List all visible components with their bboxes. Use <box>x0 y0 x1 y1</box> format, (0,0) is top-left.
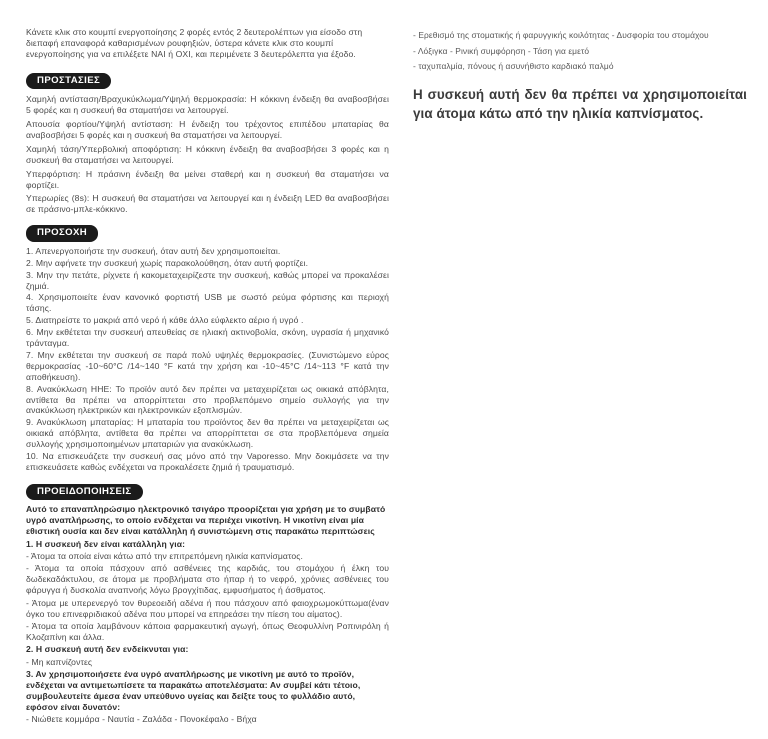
protection-item: Χαμηλή αντίσταση/Βραχυκύκλωμα/Υψηλή θερμοκρασία: Η κόκκινη ένδειξη θα αναβοσβήσει 5 φορές και η συσκευή θα σταματήσει να λειτουργεί. <box>26 94 389 116</box>
warnings-list <box>26 504 389 725</box>
warning-item: 3. Αν χρησιμοποιήσετε ένα υγρό αναπλήρωσης με νικοτίνη με αυτό το προϊόν, ενδέχεται να αντιμετωπίσετε τα παρακάτω αποτελέσματα: Αν συμβεί κάτι τέτοιο, συμβουλευτείτε άμεσα έναν υπεύθυνο υγείας και δείξτε τους το φυλλάδιο αυτό, εφόσον είναι δυνατόν: <box>26 669 361 712</box>
caution-item: 6. Μην εκθέτεται την συσκευή απευθείας σε ηλιακή ακτινοβολία, σκόνη, υγρασία ή μηχανικό τράνταγμα. <box>26 327 389 349</box>
warning-item: 1. Η συσκευή δεν είναι κατάλληλη για: <box>26 538 186 549</box>
warning-item: - Νιώθετε κομμάρα - Ναυτία - Ζαλάδα - Πονοκέφαλο - Βήχα <box>26 714 257 725</box>
caution-item: 5. Διατηρείστε το μακριά από νερό ή κάθε άλλο εύφλεκτο αέριο ή υγρό . <box>26 315 304 326</box>
section-badge-label: ΠΡΟΣΤΑΣΙΕΣ <box>37 74 101 86</box>
section-badge-caution <box>26 225 98 242</box>
caution-item: 2. Μην αφήνετε την συσκευή χωρίς παρακολούθηση, όταν αυτή φορτίζει. <box>26 257 309 268</box>
side-effects-list <box>413 28 747 75</box>
caution-item: 3. Μην την πετάτε, ρίχνετε ή κακομεταχειρίζεστε την συσκευή, καθώς μπορεί να προκαλέσει ζημιά. <box>26 269 389 291</box>
warning-item: Αυτό το επαναπληρώσιμο ηλεκτρονικό τσιγάρο προορίζεται για χρήση με το συμβατό υγρό αναπλήρωσης, το οποίο ενδέχεται να περιέχει νικοτίνη. Η νικοτίνη είναι μία εθιστική ουσία και δεν είναι κατάλληλη ή συνιστώμενη στις παρακάτω περιπτώσεις <box>26 504 386 537</box>
age-warning-heading: Η συσκευή αυτή δεν θα πρέπει να χρησιμοποιείται για άτομα κάτω από την ηλικία καπνίσματος. <box>413 86 747 121</box>
section-badge-warnings <box>26 484 143 501</box>
section-badge-label: ΠΡΟΕΙΔΟΠΟΙΗΣΕΙΣ <box>37 485 132 497</box>
caution-item: 1. Απενεργοποιήστε την συσκευή, όταν αυτή δεν χρησιμοποιείται. <box>26 245 281 256</box>
side-effect-item: - ταχυπαλμία, πόνους ή ασυνήθιστο καρδιακό παλμό <box>413 61 614 72</box>
protections-list <box>26 94 389 215</box>
left-column <box>26 27 389 727</box>
section-badge-protections <box>26 73 111 90</box>
side-effect-item: - Ερεθισμό της στοματικής ή φαρυγγικής κοιλότητας - Δυσφορία του στομάχου <box>413 30 709 40</box>
caution-item: 9. Ανακύκλωση μπαταρίας: Η μπαταρία του προϊόντος δεν θα πρέπει να μεταχειρίζεται ως οικιακά απόβλητα, αντίθετα θα πρέπει να απορρίπτεται σε στα προβλεπόμενα σημεία συλλογής χρησιμοποιημένων μπαταριών για ανακύκλωση. <box>26 417 389 450</box>
protection-item: Χαμηλή τάση/Υπερβολική αποφόρτιση: Η κόκκινη ένδειξη θα αναβοσβήσει 3 φορές και η συσκευή θα σταματήσει να λειτουργεί. <box>26 143 389 165</box>
protection-item: Υπερωρίες (8s): Η συσκευή θα σταματήσει να λειτουργεί και η ένδειξη LED θα αναβοσβήσει σε πράσινο-μπλε-κόκκινο. <box>26 193 389 215</box>
warning-item: - Μη καπνίζοντες <box>26 656 93 667</box>
right-column <box>413 28 747 123</box>
caution-list <box>26 246 389 473</box>
section-badge-label: ΠΡΟΣΟΧΗ <box>37 227 88 239</box>
warning-item: - Άτομα με υπερενεργό τον θυρεοειδή αδένα ή που πάσχουν από φαιοχρωμοκύττωμα(έναν όγκο του επινεφριδιακού αδένα που μπορεί να επηρεάσει την πίεση του αίματος). <box>26 597 389 619</box>
intro-paragraph: Κάνετε κλικ στο κουμπί ενεργοποίησης 2 φορές εντός 2 δευτερολέπτων για είσοδο στη διεπαφή επαναφορά καθαρισμένων ρουφηξιών, ύστερα κάνετε κλικ στο κουμπί ενεργοποίησης για να επιλέξετε ΝΑΙ ή ΟΧΙ, και περιμένετε 3 δευτερόλεπτα για έξοδο. <box>26 27 363 59</box>
warning-item: - Άτομα τα οποία είναι κάτω από την επιτρεπόμενη ηλικία καπνίσματος. <box>26 551 303 562</box>
caution-item: 7. Μην εκθέτεται την συσκευή σε παρά πολύ υψηλές θερμοκρασίες. (Συνιστώμενο εύρος θερμοκρασίας -10~60°C /14~140 °F κατά την χρήση και -10~45°C /14~113 °F κατά την αποθήκευση). <box>26 349 389 382</box>
warning-item: - Άτομα τα οποία λαμβάνουν κάποια φαρμακευτική αγωγή, όπως Θεοφυλλίνη Ροπινιρόλη ή Κλοζαπίνη και άλλα. <box>26 620 389 642</box>
protection-item: Απουσία φορτίου/Υψηλή αντίσταση: Η ένδειξη του τρέχοντος επιπέδου μπαταρίας θα αναβοσβήσει 5 φορές και η συσκευή θα σταματήσει να λειτουργεί. <box>26 119 389 140</box>
side-effect-item: - Λόξιγκα - Ρινική συμφόρηση - Τάση για εμετό <box>413 45 590 56</box>
caution-item: 10. Να επισκευάζετε την συσκευή σας μόνο από την Vaporesso. Μην δοκιμάσετε να την επισκευάσετε καθώς ενδέχεται να προκαλέσετε ζημιά ή τραυματισμό. <box>26 451 389 472</box>
warning-item: 2. Η συσκευή αυτή δεν ενδείκνυται για: <box>26 644 189 655</box>
caution-item: 8. Ανακύκλωση ΗΗΕ: Το προϊόν αυτό δεν πρέπει να μεταχειρίζεται ως οικιακά απόβλητα, αντίθετα θα πρέπει να απορρίπτεται στο προβλεπόμενο σημείο συλλογής για την ανακύκλωση ηλεκτρικών και ηλεκτρονικών εξοπλισμών. <box>26 383 389 416</box>
warning-item: - Άτομα τα οποία πάσχουν από ασθένειες της καρδιάς, του στομάχου ή έλκη του δωδεκαδάκτυλου, σε άτομα με προβλήματα στο ήπαρ ή το νεφρό, χρόνιες ασθένειες του φάρυγγα ή δυσκολία αναπνοής λόγω βρογχίτιδας, εμφυσήματος ή άσθματος. <box>26 563 389 596</box>
protection-item: Υπερφόρτιση: Η πράσινη ένδειξη θα μείνει σταθερή και η συσκευή θα σταματήσει να φορτίζει. <box>26 168 389 190</box>
caution-item: 4. Χρησιμοποιείτε έναν κανονικό φορτιστή USB με σωστό ρεύμα φόρτισης και περιοχή τάσης. <box>26 292 389 314</box>
